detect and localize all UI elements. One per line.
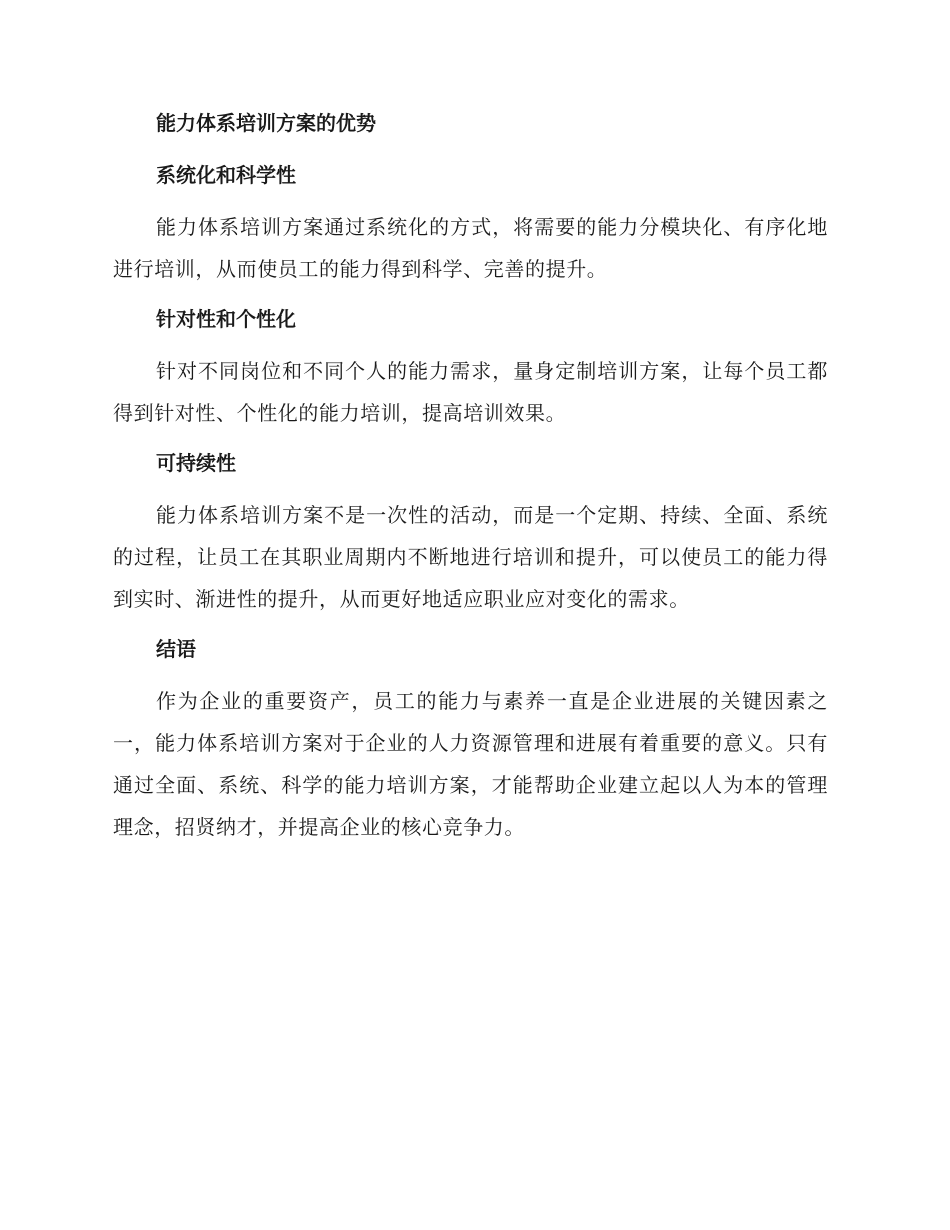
section-body-targeted: 针对不同岗位和不同个人的能力需求，量身定制培训方案，让每个员工都得到针对性、个性化的能力培训，提高培训效果。 <box>113 359 828 425</box>
section-heading-sustainable: 可持续性 <box>156 451 236 475</box>
section-heading-conclusion: 结语 <box>156 637 196 661</box>
section-body-systematic: 能力体系培训方案通过系统化的方式，将需要的能力分模块化、有序化地进行培训，从而使员工的能力得到科学、完善的提升。 <box>113 215 828 281</box>
section-heading-systematic: 系统化和科学性 <box>156 163 296 187</box>
section-heading-targeted: 针对性和个性化 <box>156 307 296 331</box>
document-title: 能力体系培训方案的优势 <box>156 111 376 135</box>
section-body-sustainable: 能力体系培训方案不是一次性的活动，而是一个定期、持续、全面、系统的过程，让员工在其职业周期内不断地进行培训和提升，可以使员工的能力得到实时、渐进性的提升，从而更好地适应职业应对变化的需求。 <box>113 503 828 611</box>
section-body-conclusion: 作为企业的重要资产，员工的能力与素养一直是企业进展的关键因素之一，能力体系培训方案对于企业的人力资源管理和进展有着重要的意义。只有通过全面、系统、科学的能力培训方案，才能帮助企业建立起以人为本的管理理念，招贤纳才，并提高企业的核心竞争力。 <box>113 689 828 839</box>
